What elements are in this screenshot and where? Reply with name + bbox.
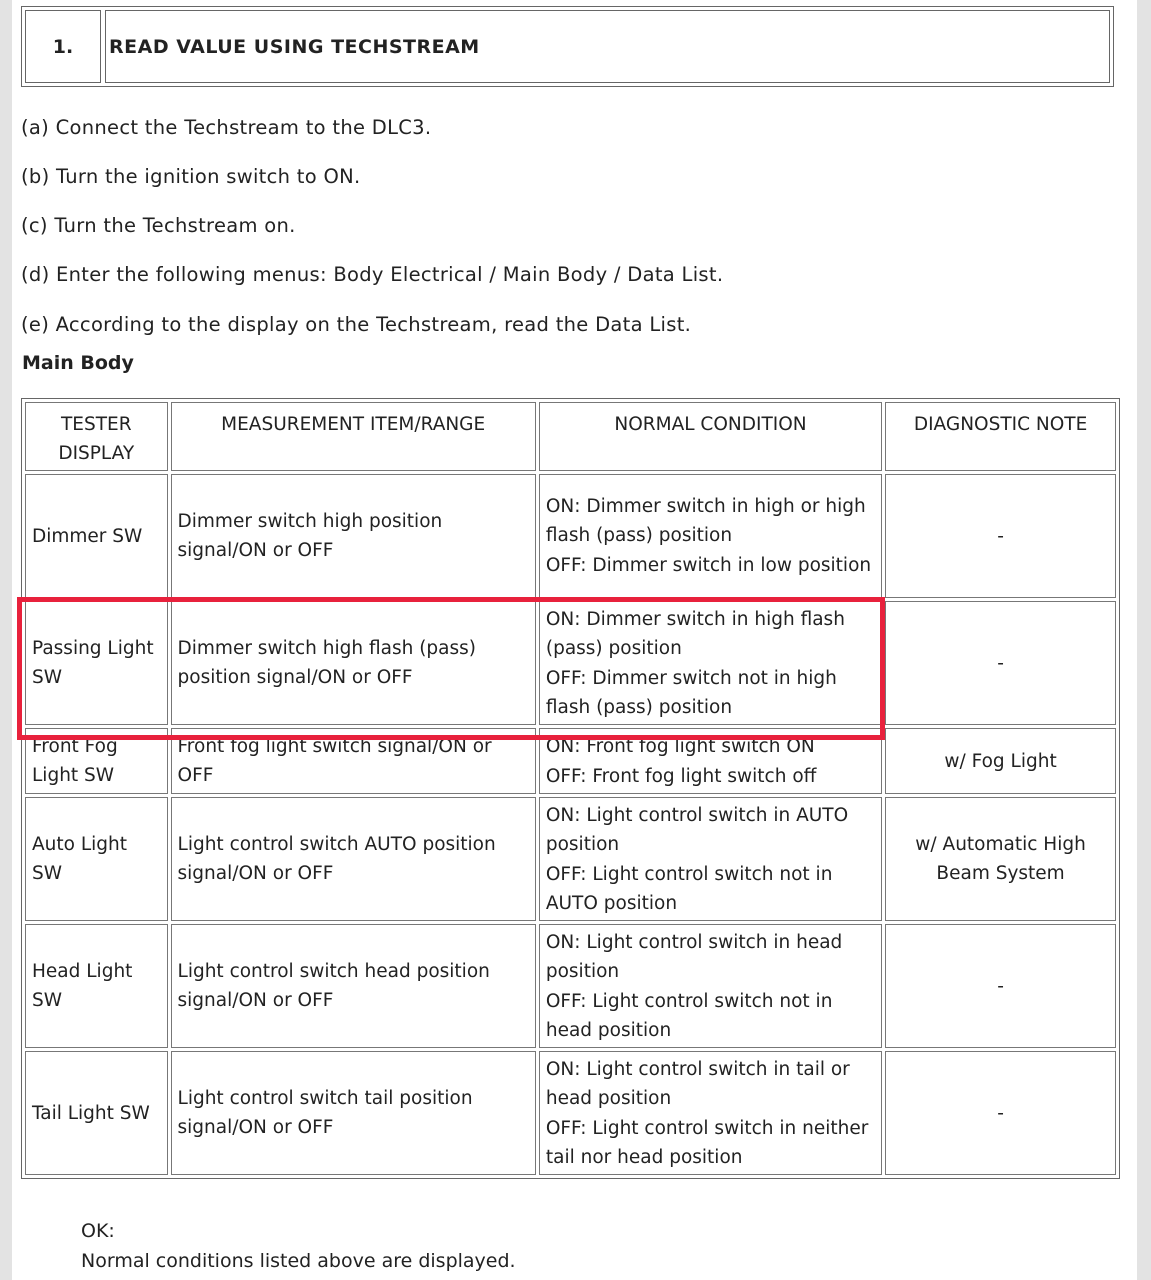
cell-tester-display: Tail Light SW (25, 1051, 168, 1175)
condition-off: OFF: Dimmer switch in low position (545, 555, 872, 576)
condition-on: ON: Dimmer switch in high or high flash (pass) position (545, 496, 866, 546)
table-row (25, 728, 1116, 794)
condition-on: ON: Light control switch in AUTO position (545, 804, 849, 855)
cell-measurement-item: Light control switch AUTO position signal/ON or OFF (171, 797, 536, 921)
document-page (12, 0, 1137, 1280)
header-tester-display: TESTER DISPLAY (25, 402, 168, 471)
condition-off: OFF: Light control switch in neither tail nor head position (545, 1117, 869, 1168)
header-measurement-item: MEASUREMENT ITEM/RANGE (171, 402, 536, 471)
cell-tester-display: Dimmer SW (25, 474, 168, 598)
cell-tester-display: Head Light SW (25, 924, 168, 1048)
section-title: Main Body (22, 352, 134, 374)
cell-tester-display: Front Fog Light SW (25, 728, 168, 794)
result-text: Normal conditions listed above are displayed. (81, 1250, 516, 1272)
cell-normal-condition (539, 728, 882, 794)
condition-off: OFF: Light control switch not in AUTO position (545, 863, 833, 914)
cell-measurement-item: Light control switch head position signal/ON or OFF (171, 924, 536, 1048)
cell-measurement-item: Dimmer switch high flash (pass) position signal/ON or OFF (171, 601, 536, 725)
cell-normal-condition (539, 1051, 882, 1175)
condition-off: OFF: Dimmer switch not in high flash (pass) position (545, 667, 837, 718)
instruction-a: (a) Connect the Techstream to the DLC3. (21, 116, 432, 139)
instruction-c: (c) Turn the Techstream on. (21, 214, 296, 237)
cell-diagnostic-note: - (885, 474, 1116, 598)
condition-off: OFF: Front fog light switch off (545, 765, 817, 787)
header-diagnostic-note: DIAGNOSTIC NOTE (885, 402, 1116, 471)
cell-tester-display: Auto Light SW (25, 797, 168, 921)
cell-normal-condition (539, 474, 882, 598)
header-normal-condition: NORMAL CONDITION (539, 402, 882, 471)
cell-measurement-item: Light control switch tail position signal/ON or OFF (171, 1051, 536, 1175)
cell-diagnostic-note: - (885, 1051, 1116, 1175)
cell-tester-display: Passing Light SW (25, 601, 168, 725)
cell-diagnostic-note: w/ Automatic High Beam System (885, 797, 1116, 921)
table-row (25, 797, 1116, 921)
cell-diagnostic-note: - (885, 601, 1116, 725)
result-block (81, 1216, 516, 1276)
condition-on: ON: Front fog light switch ON (545, 735, 815, 757)
condition-on: ON: Dimmer switch in high flash (pass) position (545, 608, 845, 659)
instruction-b: (b) Turn the ignition switch to ON. (21, 165, 361, 188)
table-row (25, 924, 1116, 1048)
cell-normal-condition (539, 601, 882, 725)
result-label: OK: (81, 1220, 115, 1242)
cell-measurement-item: Front fog light switch signal/ON or OFF (171, 728, 536, 794)
table-header-row (25, 402, 1116, 471)
cell-diagnostic-note: w/ Fog Light (885, 728, 1116, 794)
table-row (25, 1051, 1116, 1175)
instruction-e: (e) According to the display on the Techstream, read the Data List. (21, 313, 692, 336)
cell-measurement-item: Dimmer switch high position signal/ON or OFF (171, 474, 536, 598)
cell-normal-condition (539, 924, 882, 1048)
cell-diagnostic-note: - (885, 924, 1116, 1048)
step-title: READ VALUE USING TECHSTREAM (105, 10, 1110, 83)
step-header (21, 6, 1114, 87)
instruction-d: (d) Enter the following menus: Body Electrical / Main Body / Data List. (21, 263, 724, 286)
table-row (25, 474, 1116, 598)
condition-on: ON: Light control switch in head position (545, 931, 843, 982)
table-row (25, 601, 1116, 725)
data-list-table (21, 398, 1120, 1179)
condition-off: OFF: Light control switch not in head position (545, 990, 833, 1041)
step-number: 1. (25, 10, 101, 83)
cell-normal-condition (539, 797, 882, 921)
condition-on: ON: Light control switch in tail or head position (545, 1058, 850, 1109)
